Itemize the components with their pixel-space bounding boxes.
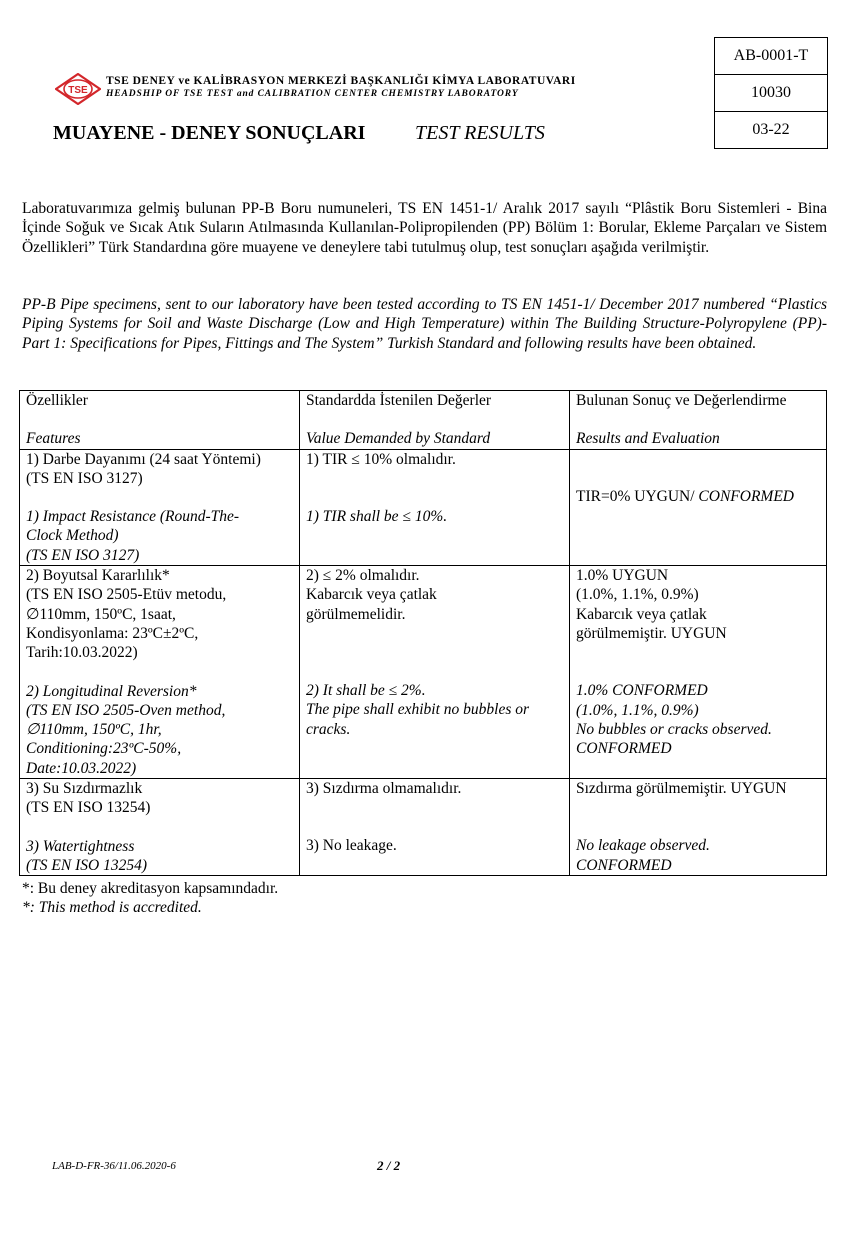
lab-name-en: HEADSHIP OF TSE TEST and CALIBRATION CENTER CHEMISTRY LABORATORY — [106, 89, 519, 99]
footnote-tr: *: Bu deney akreditasyon kapsamındadır. — [22, 880, 279, 897]
cell-line: 1) TIR ≤ 10% olmalıdır. — [306, 450, 456, 468]
cell-line: 1) Impact Resistance (Round-The- — [26, 508, 240, 526]
header-demand-tr: Standardda İstenilen Değerler — [306, 392, 492, 409]
demand-cell — [300, 566, 570, 779]
cell-line: Kabarcık veya çatlak — [576, 605, 707, 623]
cell-line: 3) Sızdırma olmamalıdır. — [306, 780, 462, 798]
cell-line: CONFORMED — [576, 740, 672, 758]
intro-paragraph-tr: Laboratuvarımıza gelmiş bulunan PP-B Boru numuneleri, TS EN 1451-1/ Aralık 2017 sayılı “Plâstik Boru Sistemleri - Bina İçinde Soğuk ve Sıcak Atık Suların Atılmasında Kullanılan-Polipropilenden (PP) Bölüm 1: Borular, Ekleme Parçaları ve Sistem Özellikleri” Türk Standardına göre muayene ve deneylere tabi tutulmuş olup, test sonuçları aşağıda verilmiştir. — [22, 200, 827, 256]
result-cell — [570, 449, 827, 565]
footnote-en: *: This method is accredited. — [22, 899, 202, 916]
cell-line: Kondisyonlama: 23ºC±2ºC, — [26, 624, 199, 642]
cell-line: görülmemiştir. UYGUN — [576, 624, 727, 642]
cell-line: Tarih:10.03.2022) — [26, 644, 138, 662]
table-row — [20, 566, 827, 779]
cell-line — [576, 487, 826, 506]
feature-cell — [20, 566, 300, 779]
cell-line: ∅110mm, 150ºC, 1saat, — [26, 605, 176, 623]
intro-paragraph-en: PP-B Pipe specimens, sent to our laboratory have been tested according to TS EN 1451-1/ December 2017 numbered “Plastics Piping Systems for Soil and Waste Discharge (Low and High Temperature) within The Building Structure-Polyropylene (PP)- Part 1: Specifications for Pipes, Fittings and The System” Turkish Standard and following results have been obtained. — [22, 296, 827, 352]
cell-line: (1.0%, 1.1%, 0.9%) — [576, 701, 699, 719]
demand-cell — [300, 779, 570, 876]
cell-line: The pipe shall exhibit no bubbles or — [306, 701, 530, 719]
header-results-tr: Bulunan Sonuç ve Değerlendirme — [576, 392, 787, 409]
results-table — [19, 390, 827, 876]
cell-line: 1.0% UYGUN — [576, 567, 669, 585]
report-date-code: 03-22 — [752, 121, 790, 138]
cell-line: 2) Boyutsal Kararlılık* — [26, 567, 170, 585]
cell-line: ∅110mm, 150ºC, 1hr, — [26, 721, 162, 739]
cell-line: (1.0%, 1.1%, 0.9%) — [576, 586, 699, 604]
cell-line: 1.0% CONFORMED — [576, 682, 708, 700]
result-text: TIR=0% UYGUN/ — [576, 487, 699, 505]
table-row — [20, 779, 827, 876]
page-number: 2 / 2 — [377, 1158, 401, 1173]
cell-line: Kabarcık veya çatlak — [306, 586, 437, 604]
table-row — [20, 449, 827, 565]
header-cell — [570, 391, 827, 450]
cell-line: No bubbles or cracks observed. — [576, 720, 772, 738]
cell-line: Sızdırma görülmemiştir. UYGUN — [576, 780, 787, 798]
cell-line: 3) No leakage. — [306, 837, 397, 855]
form-code: LAB-D-FR-36/11.06.2020-6 — [52, 1160, 176, 1172]
cell-line: 2) Longitudinal Reversion* — [26, 682, 197, 700]
header-cell — [300, 391, 570, 450]
logo-text: TSE — [68, 85, 88, 96]
report-code: AB-0001-T — [715, 38, 827, 75]
cell-line: Conditioning:23ºC-50%, — [26, 740, 182, 758]
lab-name-tr: TSE DENEY ve KALİBRASYON MERKEZİ BAŞKANLIĞI KİMYA LABORATUVARI — [106, 75, 576, 87]
tse-logo — [55, 73, 101, 105]
cell-line: (TS EN ISO 3127) — [26, 546, 140, 564]
demand-cell — [300, 449, 570, 565]
cell-line: 1) TIR shall be ≤ 10%. — [306, 507, 448, 525]
cell-line: 3) Watertightness — [26, 837, 135, 855]
result-cell — [570, 566, 827, 779]
cell-line: 1) Darbe Dayanımı (24 saat Yöntemi) — [26, 450, 261, 468]
cell-line: (TS EN ISO 3127) — [26, 469, 143, 487]
header-demand-en: Value Demanded by Standard — [306, 430, 491, 448]
cell-line: CONFORMED — [576, 856, 672, 874]
cell-line: (TS EN ISO 13254) — [26, 856, 147, 874]
cell-line: görülmemelidir. — [306, 605, 406, 623]
header-features-tr: Özellikler — [26, 392, 88, 409]
cell-line: Clock Method) — [26, 527, 119, 545]
cell-line: cracks. — [306, 720, 351, 738]
cell-line: 3) Su Sızdırmazlık — [26, 780, 143, 798]
result-text-it: CONFORMED — [698, 487, 794, 505]
page-title-en: TEST RESULTS — [415, 122, 545, 144]
cell-line: 2) ≤ 2% olmalıdır. — [306, 567, 420, 585]
cell-line: (TS EN ISO 13254) — [26, 799, 151, 817]
table-header-row — [20, 391, 827, 450]
feature-cell — [20, 779, 300, 876]
feature-cell — [20, 449, 300, 565]
page-title: MUAYENE - DENEY SONUÇLARI — [53, 122, 366, 144]
result-cell — [570, 779, 827, 876]
cell-line: 2) It shall be ≤ 2%. — [306, 681, 426, 699]
cell-line: Date:10.03.2022) — [26, 759, 137, 777]
header-features-en: Features — [26, 430, 81, 448]
cell-line: (TS EN ISO 2505-Oven method, — [26, 701, 226, 719]
header-cell — [20, 391, 300, 450]
cell-line: (TS EN ISO 2505-Etüv metodu, — [26, 586, 227, 604]
reference-boxes — [714, 37, 828, 149]
cell-line: No leakage observed. — [576, 837, 710, 855]
report-number: 10030 — [715, 75, 827, 112]
header-results-en: Results and Evaluation — [576, 430, 720, 448]
